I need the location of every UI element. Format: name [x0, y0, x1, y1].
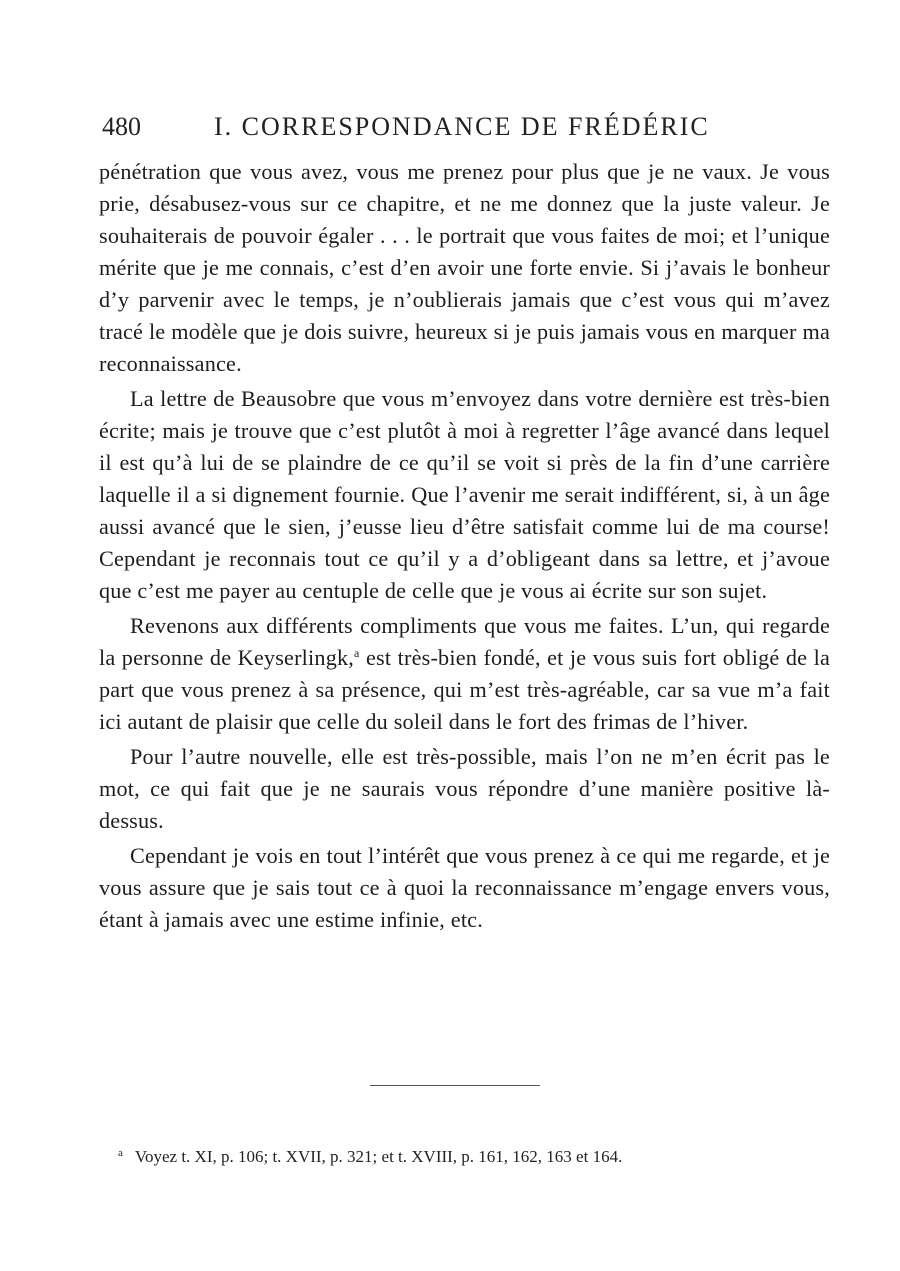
running-header	[102, 112, 742, 152]
footnote-mark: a	[118, 1147, 123, 1159]
paragraph-compliments-end: est très-bien fondé, et je vous suis fort obligé de la part que vous prenez à sa présence, qui m’est très-agréable, car sa vue m’a fait ici autant de plaisir que celle du soleil dans le fort des frimas de l’hiver.	[99, 645, 831, 734]
page-number: 480	[102, 112, 141, 141]
paragraph-compliments-start: Revenons aux différents compliments que vous me faites. L’un, qui regarde la personne de Keyserlingk,	[99, 613, 830, 670]
running-title: I. CORRESPONDANCE DE FRÉDÉRIC	[214, 112, 710, 141]
footnote	[118, 1146, 818, 1168]
letter-body	[99, 156, 830, 939]
footnote-text: Voyez t. XI, p. 106; t. XVII, p. 321; et t. XVIII, p. 161, 162, 163 et 164.	[134, 1147, 623, 1166]
footnote-reference[interactable]: a	[354, 646, 360, 660]
paragraph-beausobre: La lettre de Beausobre que vous m’envoyez dans votre dernière est très-bien écrite; mais je trouve que c’est plutôt à moi à regretter l’âge avancé dans lequel il est qu’à lui de se plaindre de ce qu’il se voit si près de la fin d’une carrière laquelle il a si dignement fournie. Que l’avenir me serait indifférent, si, à un âge aussi avancé que le sien, j’eusse lieu d’être satisfait comme lui de ma course! Cependant je reconnais tout ce qu’il y a d’obligeant dans sa lettre, et j’avoue que c’est me payer au centuple de celle que je vous ai écrite sur son sujet.	[99, 386, 830, 603]
footnote-separator	[370, 1085, 540, 1086]
paragraph-closing: Cependant je vois en tout l’intérêt que vous prenez à ce qui me regarde, et je vous assure que je sais tout ce à quoi la reconnaissance m’engage envers vous, étant à jamais avec une estime infinie, etc.	[99, 843, 830, 932]
paragraph-compliments	[99, 610, 830, 738]
paragraph-continued: pénétration que vous avez, vous me prenez pour plus que je ne vaux. Je vous prie, désabusez-vous sur ce chapitre, et ne me donnez que la juste valeur. Je souhaiterais de pouvoir égaler . . . le portrait que vous faites de moi; et l’unique mérite que je me connais, c’est d’en avoir une forte envie. Si j’avais le bonheur d’y parvenir avec le temps, je n’oublierais jamais que c’est vous qui m’avez tracé le modèle que je dois suivre, heureux si je puis jamais vous en marquer ma reconnaissance.	[99, 159, 830, 376]
paragraph-other-news: Pour l’autre nouvelle, elle est très-possible, mais l’on ne m’en écrit pas le mot, ce qui fait que je ne saurais vous répondre d’une manière positive là-dessus.	[99, 744, 830, 833]
